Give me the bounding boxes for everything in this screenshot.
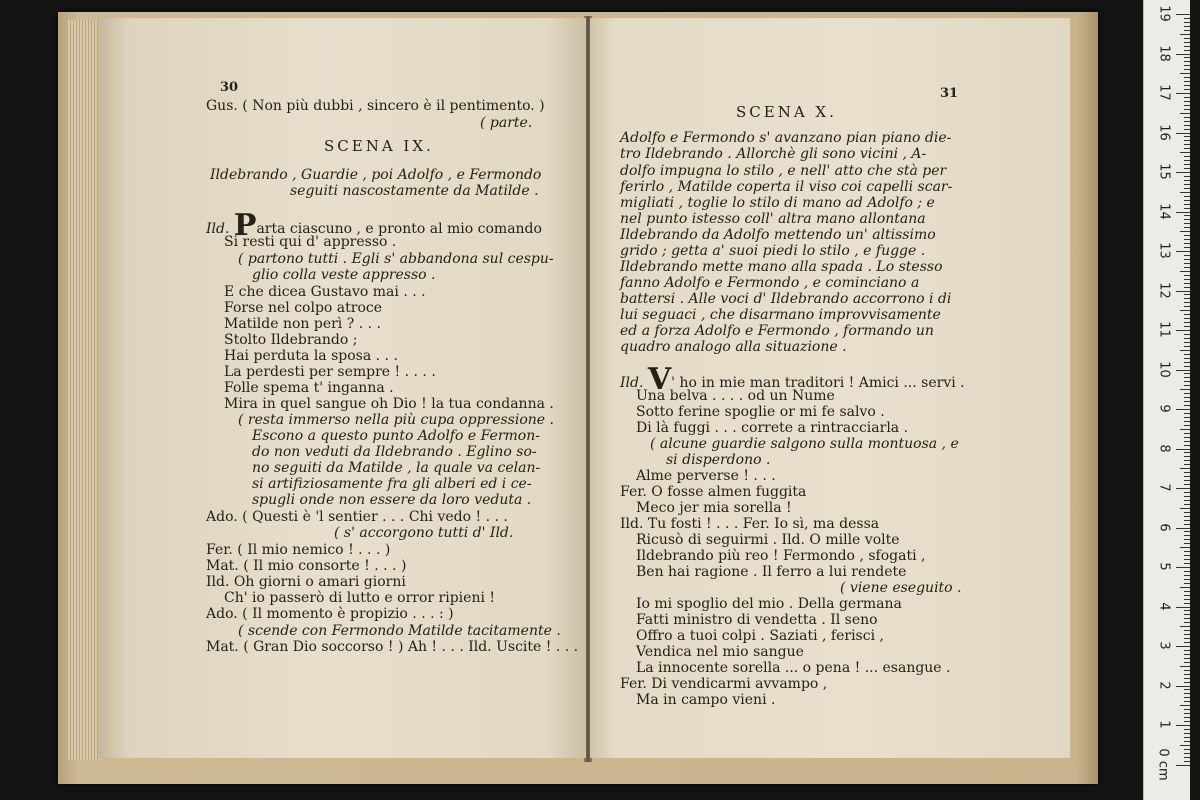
- ruler-mm-tick: [1184, 89, 1190, 90]
- ruler-mm-tick: [1184, 393, 1190, 394]
- ruler-mm-tick: [1184, 354, 1190, 355]
- ruler-mm-tick: [1184, 346, 1190, 347]
- stage-direction: ( scende con Fermondo Matilde tacitamente .: [238, 623, 561, 639]
- ruler-cm-tick: [1176, 330, 1190, 331]
- speaker-label: Ild.: [206, 221, 230, 237]
- ruler-mm-tick: [1184, 524, 1190, 525]
- text-line: Mat. ( Gran Dio soccorso ! ) Ah ! . . . Ild. Uscite ! . . .: [206, 639, 579, 655]
- stage-direction: ( viene eseguito .: [840, 580, 962, 596]
- ruler-mm-tick: [1184, 279, 1190, 280]
- text-line: Si resti qui d' appresso .: [224, 234, 397, 250]
- drop-cap: V: [647, 362, 672, 397]
- ruler-mm-tick: [1184, 298, 1190, 299]
- stage-direction: lui seguaci , che disarmano improvvisamente: [620, 307, 941, 323]
- ruler-mm-tick: [1184, 247, 1190, 248]
- ruler-cm-tick: [1176, 765, 1190, 766]
- ruler-mm-tick: [1184, 733, 1190, 734]
- stage-direction: si disperdono .: [666, 452, 771, 468]
- ruler-mm-tick: [1184, 741, 1190, 742]
- page-number: 31: [940, 86, 959, 101]
- ruler-mm-tick: [1184, 480, 1190, 481]
- ruler-mm-tick: [1184, 595, 1190, 596]
- ruler-mm-tick: [1184, 121, 1190, 122]
- ruler-cm-tick: [1176, 212, 1190, 213]
- ruler-mm-tick: [1184, 543, 1190, 544]
- ruler-mm-tick: [1184, 160, 1190, 161]
- ruler-cm-tick: [1176, 93, 1190, 94]
- ruler-mm-tick: [1180, 34, 1190, 35]
- ruler-mm-tick: [1180, 429, 1190, 430]
- ruler-mm-tick: [1184, 42, 1190, 43]
- stage-direction: Ildebrando , Guardie , poi Adolfo , e Fermondo: [210, 167, 542, 183]
- ruler-label: 12: [1156, 281, 1172, 299]
- ruler-mm-tick: [1184, 413, 1190, 414]
- ruler-mm-tick: [1184, 476, 1190, 477]
- stage-direction: ( parte.: [480, 115, 533, 131]
- ruler-mm-tick: [1180, 389, 1190, 390]
- ruler-label: 6: [1156, 522, 1172, 532]
- stage-direction: do non veduti da Ildebrando . Eglino so-: [252, 444, 537, 460]
- page-edges: [68, 20, 100, 760]
- ruler-mm-tick: [1184, 563, 1190, 564]
- ruler-label: 4: [1156, 601, 1172, 611]
- ruler-mm-tick: [1180, 350, 1190, 351]
- ruler-mm-tick: [1184, 125, 1190, 126]
- ruler-mm-tick: [1184, 267, 1190, 268]
- ruler-mm-tick: [1184, 721, 1190, 722]
- ruler-label: 9: [1156, 404, 1172, 413]
- ruler-mm-tick: [1184, 227, 1190, 228]
- text-line: Ado. ( Il momento è propizio . . . : ): [206, 606, 454, 622]
- ruler-mm-tick: [1184, 610, 1190, 611]
- ruler-mm-tick: [1184, 421, 1190, 422]
- ruler-mm-tick: [1184, 737, 1190, 738]
- stage-direction: ( partono tutti . Egli s' abbandona sul cespu-: [238, 251, 554, 267]
- stage-direction: ferirlo , Matilde coperta il viso coi capelli scar-: [620, 179, 953, 195]
- ruler-mm-tick: [1184, 101, 1190, 102]
- ruler-cm-tick: [1176, 133, 1190, 134]
- ruler-mm-tick: [1184, 263, 1190, 264]
- stage-direction: ( s' accorgono tutti d' Ild.: [334, 525, 514, 541]
- ruler-cm-tick: [1176, 251, 1190, 252]
- stage-direction: tro Ildebrando . Allorchè gli sono vicini , A-: [620, 146, 927, 162]
- ruler-mm-tick: [1184, 358, 1190, 359]
- ruler-mm-tick: [1184, 452, 1190, 453]
- ruler-mm-tick: [1184, 417, 1190, 418]
- ruler-mm-tick: [1180, 508, 1190, 509]
- ruler-mm-tick: [1184, 397, 1190, 398]
- ruler-mm-tick: [1184, 701, 1190, 702]
- ruler-mm-tick: [1184, 342, 1190, 343]
- text-line: Sotto ferine spoglie or mi fe salvo .: [636, 404, 885, 420]
- ruler-mm-tick: [1184, 69, 1190, 70]
- ruler-mm-tick: [1184, 757, 1190, 758]
- ruler-cm-tick: [1176, 291, 1190, 292]
- ruler-mm-tick: [1184, 117, 1190, 118]
- text-line: Fer. O fosse almen fuggita: [620, 484, 807, 500]
- ruler-mm-tick: [1184, 583, 1190, 584]
- ruler-mm-tick: [1184, 425, 1190, 426]
- ruler-cm-tick: [1176, 409, 1190, 410]
- text-line: Offro a tuoi colpi . Saziati , ferisci ,: [636, 628, 884, 644]
- text-line: Ild. Oh giorni o amari giorni: [206, 574, 406, 590]
- right-page: [590, 18, 1070, 758]
- ruler-mm-tick: [1184, 129, 1190, 130]
- ruler-mm-tick: [1184, 235, 1190, 236]
- ruler-cm-tick: [1176, 686, 1190, 687]
- ruler-mm-tick: [1180, 231, 1190, 232]
- ruler-mm-tick: [1180, 666, 1190, 667]
- ruler-cm-tick: [1176, 14, 1190, 15]
- ruler-mm-tick: [1184, 535, 1190, 536]
- ruler-mm-tick: [1184, 642, 1190, 643]
- measuring-ruler: [1143, 0, 1190, 800]
- ruler-mm-tick: [1184, 57, 1190, 58]
- ruler-mm-tick: [1184, 65, 1190, 66]
- ruler-mm-tick: [1180, 152, 1190, 153]
- stage-direction: grido ; getta a' suoi piedi lo stilo , e fugge .: [620, 243, 926, 259]
- ruler-mm-tick: [1184, 219, 1190, 220]
- ruler-mm-tick: [1184, 381, 1190, 382]
- ruler-mm-tick: [1184, 555, 1190, 556]
- ruler-mm-tick: [1184, 168, 1190, 169]
- ruler-label: 2: [1156, 680, 1172, 690]
- ruler-cm-tick: [1176, 528, 1190, 529]
- ruler-mm-tick: [1184, 283, 1190, 284]
- ruler-mm-tick: [1184, 77, 1190, 78]
- ruler-mm-tick: [1180, 73, 1190, 74]
- ruler-mm-tick: [1184, 385, 1190, 386]
- ruler-mm-tick: [1184, 30, 1190, 31]
- ruler-mm-tick: [1184, 492, 1190, 493]
- ruler-mm-tick: [1184, 22, 1190, 23]
- ruler-label: 17: [1156, 84, 1172, 101]
- ruler-cm-tick: [1176, 607, 1190, 608]
- ruler-mm-tick: [1184, 689, 1190, 690]
- stage-direction: si artifiziosamente fra gli alberi ed i ce-: [252, 476, 532, 492]
- ruler-mm-tick: [1184, 500, 1190, 501]
- ruler-mm-tick: [1184, 401, 1190, 402]
- ruler-mm-tick: [1184, 377, 1190, 378]
- text-line: Fer. Di vendicarmi avvampo ,: [620, 676, 828, 692]
- ruler-mm-tick: [1184, 678, 1190, 679]
- drop-cap: P: [233, 208, 257, 243]
- ruler-mm-tick: [1184, 670, 1190, 671]
- ruler-mm-tick: [1184, 445, 1190, 446]
- ruler-mm-tick: [1184, 302, 1190, 303]
- ruler-cm-tick: [1176, 725, 1190, 726]
- text-line: Una belva . . . . od un Nume: [636, 388, 835, 404]
- stage-direction: dolfo impugna lo stilo , e nell' atto che stà per: [620, 163, 947, 179]
- ruler-mm-tick: [1184, 362, 1190, 363]
- ruler-mm-tick: [1184, 539, 1190, 540]
- ruler-mm-tick: [1184, 97, 1190, 98]
- text-line: E che dicea Gustavo mai . . .: [224, 284, 426, 300]
- ruler-mm-tick: [1184, 318, 1190, 319]
- ruler-label: 1: [1156, 720, 1172, 729]
- stage-direction: seguiti nascostamente da Matilde .: [290, 183, 539, 199]
- ruler-mm-tick: [1184, 456, 1190, 457]
- ruler-mm-tick: [1184, 713, 1190, 714]
- text-line: Forse nel colpo atroce: [224, 300, 383, 316]
- ruler-cm-tick: [1176, 172, 1190, 173]
- ruler-mm-tick: [1184, 275, 1190, 276]
- ruler-mm-tick: [1184, 243, 1190, 244]
- ruler-label: 8: [1156, 443, 1172, 453]
- ruler-mm-tick: [1184, 259, 1190, 260]
- stage-direction: battersi . Alle voci d' Ildebrando accorrono i di: [620, 291, 952, 307]
- stage-direction: migliati , toglie lo stilo di mano ad Adolfo ; e: [620, 195, 935, 211]
- ruler-mm-tick: [1180, 113, 1190, 114]
- ruler-mm-tick: [1184, 255, 1190, 256]
- ruler-label: 15: [1156, 163, 1172, 180]
- ruler-mm-tick: [1180, 626, 1190, 627]
- verse-text: ' ho in mie man traditori ! Amici ... servi .: [671, 375, 965, 391]
- ruler-mm-tick: [1184, 85, 1190, 86]
- ruler-mm-tick: [1184, 717, 1190, 718]
- text-line: Mat. ( Il mio consorte ! . . . ): [206, 558, 407, 574]
- ruler-mm-tick: [1184, 658, 1190, 659]
- stage-direction: spugli onde non essere da loro veduta .: [252, 492, 532, 508]
- ruler-mm-tick: [1184, 223, 1190, 224]
- ruler-mm-tick: [1184, 749, 1190, 750]
- ruler-mm-tick: [1184, 591, 1190, 592]
- ruler-label: 18: [1156, 44, 1172, 62]
- ruler-mm-tick: [1184, 496, 1190, 497]
- ruler-mm-tick: [1184, 638, 1190, 639]
- ruler-cm-tick: [1176, 370, 1190, 371]
- ruler-mm-tick: [1184, 697, 1190, 698]
- text-line: Fer. ( Il mio nemico ! . . . ): [206, 542, 391, 558]
- stage-direction: no seguiti da Matilde , la quale va celan-: [252, 460, 541, 476]
- ruler-mm-tick: [1184, 464, 1190, 465]
- ruler-label: 19: [1156, 5, 1172, 22]
- ruler-mm-tick: [1184, 136, 1190, 137]
- ruler-mm-tick: [1184, 61, 1190, 62]
- ruler-mm-tick: [1184, 650, 1190, 651]
- ruler-mm-tick: [1184, 630, 1190, 631]
- ruler-mm-tick: [1184, 599, 1190, 600]
- text-line: Ben hai ragione . Il ferro a lui rendete: [636, 564, 907, 580]
- ruler-mm-tick: [1184, 18, 1190, 19]
- ruler-mm-tick: [1184, 571, 1190, 572]
- ruler-mm-tick: [1184, 176, 1190, 177]
- ruler-mm-tick: [1184, 575, 1190, 576]
- stage-direction: nel punto istesso coll' altra mano allontana: [620, 211, 926, 227]
- ruler-mm-tick: [1184, 105, 1190, 106]
- text-line: Fatti ministro di vendetta . Il seno: [636, 612, 878, 628]
- text-line: La perdesti per sempre ! . . . .: [224, 364, 436, 380]
- ruler-mm-tick: [1184, 50, 1190, 51]
- ruler-cm-tick: [1176, 488, 1190, 489]
- text-line: Di là fuggi . . . correte a rintracciarla .: [636, 420, 909, 436]
- ruler-mm-tick: [1184, 38, 1190, 39]
- ruler-mm-tick: [1184, 654, 1190, 655]
- ruler-mm-tick: [1184, 338, 1190, 339]
- ruler-label: 3: [1156, 641, 1172, 650]
- ruler-mm-tick: [1184, 366, 1190, 367]
- speaker-label: Ild.: [620, 375, 644, 391]
- ruler-mm-tick: [1184, 306, 1190, 307]
- ruler-mm-tick: [1184, 709, 1190, 710]
- ruler-label: 10: [1156, 360, 1172, 378]
- ruler-mm-tick: [1184, 188, 1190, 189]
- stage-direction: glio colla veste appresso .: [252, 267, 436, 283]
- page-number: 30: [220, 80, 239, 95]
- left-page: [98, 18, 586, 758]
- ruler-mm-tick: [1184, 334, 1190, 335]
- ruler-mm-tick: [1180, 271, 1190, 272]
- ruler-mm-tick: [1180, 310, 1190, 311]
- stage-direction: quadro analogo alla situazione .: [620, 339, 847, 355]
- ruler-mm-tick: [1184, 326, 1190, 327]
- ruler-mm-tick: [1184, 204, 1190, 205]
- stage-direction: Escono a questo punto Adolfo e Fermon-: [252, 428, 540, 444]
- ruler-mm-tick: [1184, 618, 1190, 619]
- text-line: La innocente sorella ... o pena ! ... esangue .: [636, 660, 951, 676]
- ruler-mm-tick: [1184, 208, 1190, 209]
- ruler-label: 11: [1156, 321, 1172, 338]
- ruler-mm-tick: [1180, 468, 1190, 469]
- ruler-mm-tick: [1184, 441, 1190, 442]
- ruler-mm-tick: [1184, 520, 1190, 521]
- ruler-mm-tick: [1184, 559, 1190, 560]
- ruler-mm-tick: [1184, 109, 1190, 110]
- text-line: Folle spema t' inganna .: [224, 380, 394, 396]
- text-line: Ild. Tu fosti ! . . . Fer. Io sì, ma dessa: [620, 516, 880, 532]
- ruler-mm-tick: [1184, 551, 1190, 552]
- ruler-mm-tick: [1184, 682, 1190, 683]
- ruler-label: 5: [1156, 562, 1172, 571]
- text-line: Ildebrando più reo ! Fermondo , sfogati ,: [636, 548, 926, 564]
- ruler-mm-tick: [1180, 192, 1190, 193]
- ruler-cm-tick: [1176, 449, 1190, 450]
- text-line: Gus. ( Non più dubbi , sincero è il pentimento. ): [206, 98, 545, 114]
- ruler-mm-tick: [1184, 693, 1190, 694]
- ruler-mm-tick: [1184, 322, 1190, 323]
- ruler-mm-tick: [1184, 433, 1190, 434]
- ruler-mm-tick: [1184, 46, 1190, 47]
- ruler-mm-tick: [1184, 484, 1190, 485]
- ruler-mm-tick: [1184, 184, 1190, 185]
- stage-direction: fanno Adolfo e Fermondo , e cominciano a: [620, 275, 920, 291]
- ruler-mm-tick: [1184, 200, 1190, 201]
- ruler-label: 0 cm: [1155, 747, 1171, 781]
- ruler-mm-tick: [1184, 405, 1190, 406]
- ruler-mm-tick: [1184, 460, 1190, 461]
- ruler-mm-tick: [1184, 164, 1190, 165]
- ruler-mm-tick: [1184, 81, 1190, 82]
- ruler-mm-tick: [1184, 373, 1190, 374]
- text-line: Meco jer mia sorella !: [636, 500, 792, 516]
- ruler-mm-tick: [1184, 614, 1190, 615]
- ruler-mm-tick: [1180, 587, 1190, 588]
- text-line: Mira in quel sangue oh Dio ! la tua condanna .: [224, 396, 554, 412]
- ruler-mm-tick: [1184, 156, 1190, 157]
- ruler-mm-tick: [1184, 26, 1190, 27]
- ruler-mm-tick: [1184, 294, 1190, 295]
- ruler-mm-tick: [1184, 674, 1190, 675]
- text-line: Ricusò di seguirmi . Ild. O mille volte: [636, 532, 900, 548]
- scene-heading: SCENA IX.: [324, 137, 434, 155]
- scene-heading: SCENA X.: [736, 103, 837, 121]
- ruler-mm-tick: [1184, 603, 1190, 604]
- stage-direction: Adolfo e Fermondo s' avanzano pian piano die-: [620, 130, 952, 146]
- ruler-mm-tick: [1184, 472, 1190, 473]
- text-line: Vendica nel mio sangue: [636, 644, 804, 660]
- ruler-mm-tick: [1180, 745, 1190, 746]
- ruler-mm-tick: [1184, 196, 1190, 197]
- text-line: Ado. ( Questi è 'l sentier . . . Chi vedo ! . . .: [206, 509, 508, 525]
- stage-direction: Ildebrando da Adolfo mettendo un' altissimo: [620, 227, 936, 243]
- ruler-mm-tick: [1184, 634, 1190, 635]
- text-line: Stolto Ildebrando ;: [224, 332, 358, 348]
- stage-direction: ( alcune guardie salgono sulla montuosa , e: [650, 436, 959, 452]
- ruler-mm-tick: [1180, 547, 1190, 548]
- ruler-mm-tick: [1184, 215, 1190, 216]
- text-line: Ma in campo vieni .: [636, 692, 776, 708]
- ruler-mm-tick: [1184, 622, 1190, 623]
- ruler-mm-tick: [1184, 148, 1190, 149]
- ruler-mm-tick: [1184, 504, 1190, 505]
- ruler-mm-tick: [1184, 662, 1190, 663]
- ruler-mm-tick: [1184, 516, 1190, 517]
- stage-direction: Ildebrando mette mano alla spada . Lo stesso: [620, 259, 943, 275]
- text-line: Matilde non perì ? . . .: [224, 316, 381, 332]
- text-line: Alme perverse ! . . .: [636, 468, 776, 484]
- text-line: Io mi spoglio del mio . Della germana: [636, 596, 902, 612]
- ruler-mm-tick: [1184, 180, 1190, 181]
- ruler-cm-tick: [1176, 567, 1190, 568]
- ruler-label: 13: [1156, 242, 1172, 259]
- ruler-mm-tick: [1184, 239, 1190, 240]
- ruler-mm-tick: [1184, 287, 1190, 288]
- text-line: Ch' io passerò di lutto e orror ripieni !: [224, 590, 496, 606]
- ruler-mm-tick: [1184, 140, 1190, 141]
- ruler-mm-tick: [1180, 705, 1190, 706]
- ruler-mm-tick: [1184, 753, 1190, 754]
- stage-direction: ( resta immerso nella più cupa oppressione .: [238, 412, 554, 428]
- ruler-label: 14: [1156, 202, 1172, 220]
- verse-text: arta ciascuno , e pronto al mio comando: [256, 221, 542, 237]
- ruler-label: 16: [1156, 123, 1172, 141]
- ruler-mm-tick: [1184, 761, 1190, 762]
- stage-direction: ed a forza Adolfo e Fermondo , formando un: [620, 323, 934, 339]
- ruler-mm-tick: [1184, 144, 1190, 145]
- ruler-cm-tick: [1176, 646, 1190, 647]
- ruler-label: 7: [1156, 483, 1172, 492]
- ruler-mm-tick: [1184, 437, 1190, 438]
- ruler-mm-tick: [1184, 314, 1190, 315]
- ruler-mm-tick: [1184, 531, 1190, 532]
- ruler-mm-tick: [1184, 729, 1190, 730]
- ruler-mm-tick: [1184, 579, 1190, 580]
- ruler-cm-tick: [1176, 54, 1190, 55]
- ruler-mm-tick: [1184, 512, 1190, 513]
- text-line: Hai perduta la sposa . . .: [224, 348, 398, 364]
